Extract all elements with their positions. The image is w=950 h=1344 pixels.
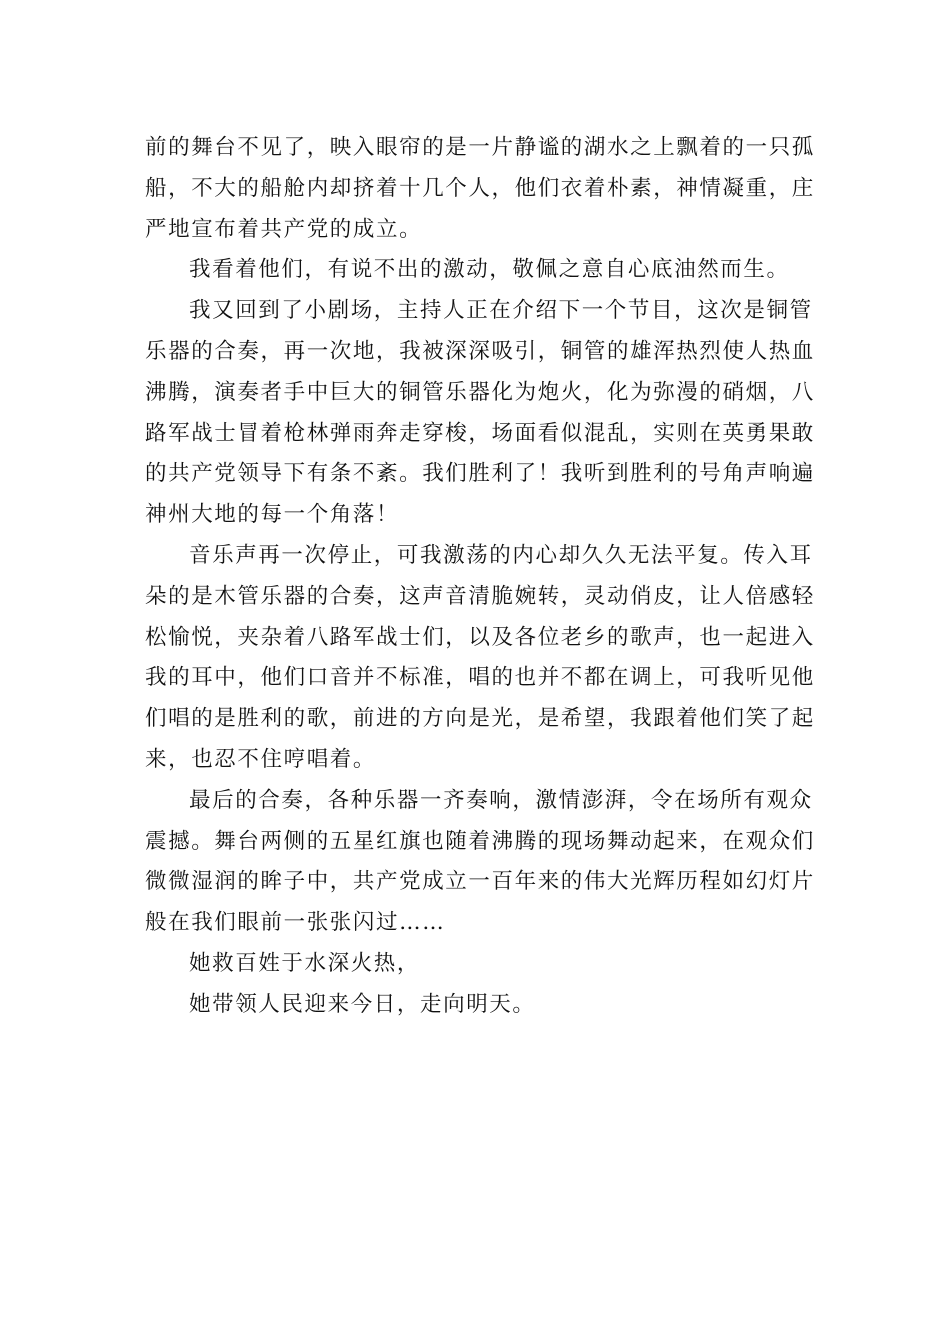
- text-line: 我又回到了小剧场，主持人正在介绍下一个节目，这次是铜管: [189, 298, 813, 324]
- text-line: 音乐声再一次停止，可我激荡的内心却久久无法平复。传入耳: [189, 542, 813, 568]
- text-line: 严地宣布着共产党的成立。: [145, 216, 423, 242]
- text-line: 她救百姓于水深火热，: [189, 950, 421, 976]
- paragraph-6: [145, 944, 809, 985]
- text-line: 朵的是木管乐器的合奏，这声音清脆婉转，灵动俏皮，让人倍感轻: [145, 583, 815, 609]
- text-line: 震撼。舞台两侧的五星红旗也随着沸腾的现场舞动起来，在观众们: [145, 828, 815, 854]
- text-line: 她带领人民迎来今日，走向明天。: [189, 991, 536, 1017]
- text-line: 般在我们眼前一张张闪过……: [145, 910, 446, 936]
- text-line: 我看着他们，有说不出的激动，敬佩之意自心底油然而生。: [189, 257, 790, 283]
- text-line: 我的耳中，他们口音并不标准，唱的也并不都在调上，可我听见他: [145, 665, 815, 691]
- paragraph-3: [145, 291, 815, 536]
- paragraph-5: [145, 781, 815, 944]
- text-line: 沸腾，演奏者手中巨大的铜管乐器化为炮火，化为弥漫的硝烟，八: [145, 379, 815, 405]
- text-line: 微微湿润的眸子中，共产党成立一百年来的伟大光辉历程如幻灯片: [145, 869, 815, 895]
- text-line: 路军战士冒着枪林弹雨奔走穿梭，场面看似混乱，实则在英勇果敢: [145, 420, 815, 446]
- text-line: 乐器的合奏，再一次地，我被深深吸引，铜管的雄浑热烈使人热血: [145, 338, 815, 364]
- paragraph-7: [145, 985, 809, 1026]
- text-line: 前的舞台不见了，映入眼帘的是一片静谧的湖水之上飘着的一只孤: [145, 135, 815, 160]
- paragraph-1: [145, 128, 815, 250]
- text-line: 们唱的是胜利的歌，前进的方向是光，是希望，我跟着他们笑了起: [145, 706, 815, 732]
- text-line: 船，不大的船舱内却挤着十几个人，他们衣着朴素，神情凝重，庄: [145, 175, 815, 201]
- text-line: 松愉悦，夹杂着八路军战士们，以及各位老乡的歌声，也一起进入: [145, 624, 815, 650]
- paragraph-2: [145, 250, 809, 291]
- text-line: 最后的合奏，各种乐器一齐奏响，激情澎湃，令在场所有观众: [189, 787, 813, 813]
- text-line: 神州大地的每一个角落！: [145, 502, 400, 528]
- text-line: 来，也忍不住哼唱着。: [145, 746, 377, 772]
- paragraph-4: [145, 536, 815, 781]
- body-text: [145, 128, 815, 1026]
- text-line: 的共产党领导下有条不紊。我们胜利了！我听到胜利的号角声响遍: [145, 461, 815, 487]
